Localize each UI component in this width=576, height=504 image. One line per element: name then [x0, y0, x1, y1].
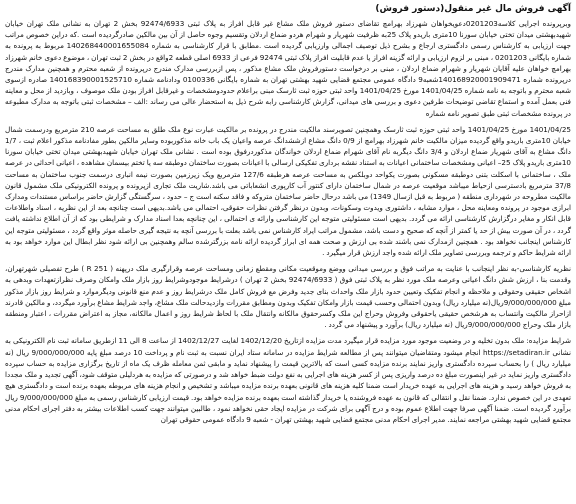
notice-paragraph-1: وبرپرونده اجرایی کلاسه0201203دعویخواهان شهرزاد بهرامچ تقاضای دستور فروش ملک مشاع غیر قابل افراز به پلاک ثبتی 92474/6933 بخش 2 تهران به نشانی ملک تهران خیابان شهیدبهشتی میدان تختی خیابان سورنا 10متری باریدو پلاک 25به ظرفیت شهریار و شهرام هردو ضماع اردلان وتقسیم وجوه حاصل از آن بین مالکین صادرگردیده است .که دراین خصوص مراتب جهت ارزیابی به کارشناس رسمی دادگستری ارجاع و بشرح ذیل توصیف اجمالی وارزیابی گردیده است .مطابق با قرار کارشناسی به شماره 140268440001655084 مربوط به پرونده به شماره بایگانی 0201203 ، مبنی بر لزوم ارزیابی و ارائه گزینه افراز یا عدم قابلیت افراز پلاک ثبتی 92474 فرعی از 6933 اصلی قطعه 2واقع در بخش 2 ثبت تهران ، موضوع دعوی خانم شهرزاد بهرامچ خواهان علیه آقایان شهریار و شهرام ضماع اردلان ، مبنی بر درخواست دستورفروش ملک مشاع مذکور ، پس ازبررسی مدارک مندرج درپرونده از شعبه محترم و همچنین مدارک مندرج درپرونده شماره 140168920001909471شعبه9 دادگاه عمومی مجتمع قضایی شهید بهشتی تهران به شماره بایگانی 0100336 ودادنامه شماره 140168390001525710 صادره ازسوی شعبه محترم و باتوجه به نامه شماره 1401/04/25 مورخ 1401/04/25 واحد ثبتی حوزه ثبت ثارسک مبنی براعلام حدودومشخصات و غیرقابل افراز بودن ملک موصوف ، وبازدید از محل و معاینه فنی بعمل آمده و استماع تقاضی توضیحات طرفین دعوی و بررسی های میدانی، گزارش کارشناسی رابه شرح ذیل به استحضار عالی می رساند :الف – مشخصات ثبتی باتوجه به مدارک مطبوعه در پرونده مشخصات ثبتی طبق تصویر نامه شماره: [5, 19, 571, 118]
notice-paragraph-4: شرایط مزایده: ملک بدون تخلیه و در وضعیت موجود مورد مزایده قرار میگیرد مدت مزایده ازتاریخ 1402/12/20 لغایت 1402/12/27 از ساعت 8 الی 11 ازطریق سامانه ثبت نام الکترونیکی به نشانی https://setadiran.ir انجام میشود ومتقاضیان میتوانند پس از مطالعه شرایط مزایده در سامانه ستاد ایران نسبت به ثبت نام و پرداخت 10 درصد مبلغ پایه 9/000/000/000 ریال (نه میلیارد ریال ) را بحساب سپرده دادگستری واریز نمایند برنده مزایده کسی است که بالاترین قیمت را پیشنهاد نماید و مابقی ثمن معامله ظرف یک ماه از تاریخ برگزاری مزایده به حساب سپرده دادگستری واریز نماید در غیر اینصورت مبلغ ده درصد واریزی پس از کسر هزینه های اجرایی به نفع دولت ضبط خواهد شد و درصورتی که مزایده به هردلیلی متوقف شود، آگهی تجدید و ملک مجددا به فروش خواهد رسید و هزینه های اجرایی به عهده خریدار است ضمنا کلیه هزینه های قانونی بعهده برنده مزایده میباشد و تشخیص و انجام هزینه های مربوطه بعهده برنده است و دادگستری هیچ تعهدی در این خصوص ندارد. ضمنا نقل و انتقالی که قانون به عهده فروشنده یا خریدار گذاشته است بعهده برنده مزایده خواهد بود. قیمت ارزیابی کارشناس رسمی به مبلغ 9/000/000/000 ریال برآورد گردیده است. ضمنا آگهی صرفا جهت اطلاع عموم بوده و درج آگهی برای شرکت در مزایده ایجاد حقی نخواهد نمود ، طالبین میتوانند جهت کسب اطلاعات بیشتر به دفتر اجرای احکام مدنی مجتمع قضایی شهید بهشتی مراجعه نمایند. مدیر اجرای احکام مدنی مجتمع قضایی شهید بهشتی تهران - شعبه 9 دادگاه عمومی حقوقی تهران: [5, 336, 572, 424]
notice-title: آگهی فروش مال غیر منقول(دستور فروش): [375, 4, 571, 14]
notice-paragraph-3: نظریه کارشناسی-به نظر اینجانب با عنایت به مراتب فوق و بررسی میدانی ووضع وموقعیت مکانی ومقطع زمانی ومساحت عرصه وقرارگیری ملک درپهنه ( R 251 ) طرح تفصیلی شهرتهران، وقدمت بنا ، ارزش شش دانگ اعیانی وعرصه ملک مورد نظر به پلاک ثبتی فوق ( 92474/6933 بخش 2 تهران ) درشرایط موجودوشرایط روز بازار ملک وامکان وصرف نظرازتعهدات وبدهی به اشخاص حقیقی وحقوقی و ملاحظه و انجام تفکیک وتعیین حدود بازار ملک واحداث بنای جدید وفرض مع فروش کامل ملک درشرایط روز و عدم منع قانونی ودیگرموارد و شرایط روز بازار مذکور مبلغ 9/000/000/000ریال(نه میلیارد ریال) وبدون احتمالی وحسب قیمت بازار وامکان تفکیک وبدون ومطابق مقررات وازدیدحالت ملک مشاع، واجد شرایط مشاع برآورد میگردد، و مالکین قادرند ازاحراز مالکیت وانتساب به هرشخص حقیقی یاحقوقی وفروش وحراج این ملک وکسرحقوق مالکانه وانتقال ملک با لحاظ شرایط روز و اعمال مالکانه، مجاز به اعتراض مقررات ، اعتبار ومنطقه بازار ملک وحراج 9/000/000/000ریال (نه میلیارد ریال) برآورد و پیشنهاد می گردد .: [5, 264, 572, 330]
notice-paragraph-2: 1401/04/25 مورخ 1401/04/25 واحد ثبتی حوزه ثبت ثارسک وهمچنین تصویرسند مالکیت مندرج در پرونده بر مالکیت عبارت نوع ملک طلق به مساحت عرصه 210 مترمربع ودرسمت شمال خیابان 10متری باریدو واقع گردیده میزان مالکیت خانم شهرزاد بهرامچ از 0/9 دانگ مشاع ازششدانگ عرصه واعیان یک باب خانه مذکوربوده وسایر مالکین بطور مفادنامه مذکور اعلام ثبت ، 1/7 دانگ مشاع به آقای شهریار ضماع اردلان و 3/4 دانگ دیگربه نام آقای شهرام ضماع اردلان خواندگان مذکوردرفوق بوده است . نشانی ملک تهران خیابان شهیدبهشتی میدان تختی خیابان سورنا 10متری باریدو پلاک 25– اعیانی ومشخصات ساختمانی اعیانات به استناد نقشه برداری تفکیکی ارسالی با اعیانات بصورت ساختمان دوطبقه سه یا تختم بیسمان مشاهده ، اعیانی احداثی در عرصه ملک ، ساختمانی با اسکلت بتنی دوطبقه مسکونی بصورت یکواحد دوبلکس به مساحت عرصه هرطبقه 127/6 مترمربع ویک زیرزمین بصورت نیمه انباری درسمت جنوب ساختمان به مساحت 37/8 مترمربع بادسترسی ازحیاط میباشد موقعیت عرصه در شمال ساختمان دارای کنتور آب کارپوری انشعاباتی می باشد.شاریت ملک تجاری ازپرونده و پرونده الکترونیکی ملک مشمول قانون مالکیت مطروحه در شهرداری منطقه ( مربوط به قبل ازسال 1349) می باشد درحال حاضر ساختمان متروکه و فاقد سکنه است ج – حدود ، سرگستگی گزارش حاضر براساس مستندات ومدارک ابرازی موجود در پرونده ومعاینه محل ، موارد مشابه ، داشتوری ویدوت وسکونات، وبدون درنظر گرفتن نظرات حقوقی، احتمالی می باشد.بدیهی است چنانچه بعد از این نظریه ، اسناد واطلاعات قابل انکار و مغایر درگزارش کارشناسی ارائه می گردد. بدیهی است مسئولیتی متوجه این کارشناسی وارائه ی احتمالی ، این چنانچه بعدا اسناد مدارک و شرایطی بود که از آن اطلاع نداشته یافت گردد ، در آن صورت بیش از حد یا کمتر از آنچه که صحیح و دست باشد، مشمول مراتب ایراد کارشناس نمی باشد بعلت با بررسی آنچه به نتیجه گیری حاصله موثر واقع گردد ، مسئولیتی متوجه این کارشناس اینجانب نخواهد بود . همچنین ازمدارک نمی باشند شده بی ارزش و صحت همه ای ابراز گردیده ارائه نامه بزرگترشده سالم وهمچنین بی ارائه شود نظر ابطال این موارد خواهد بود به ارائه شرایط حاکم و ترجمه وبررسی تصاویر ملک ارائه شده واجد ارزش قرار میگیرد .: [5, 124, 572, 258]
